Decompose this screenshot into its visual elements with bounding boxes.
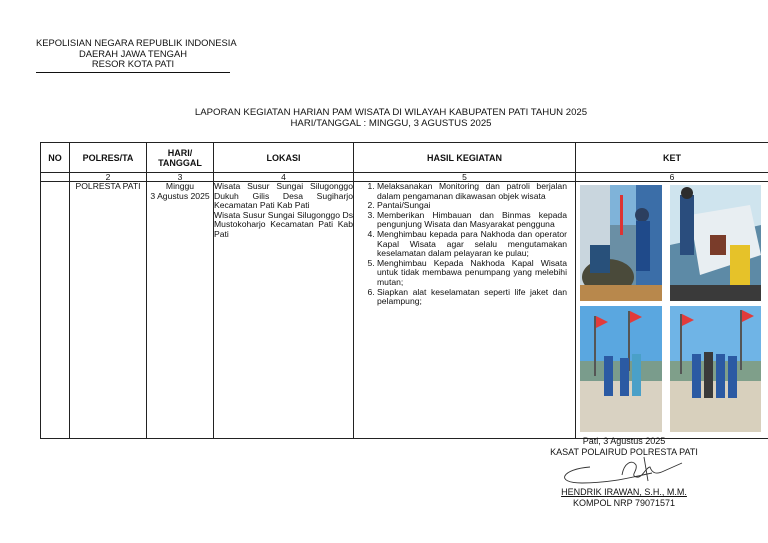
header-ket: KET [576, 143, 768, 173]
table-header-row [41, 143, 768, 173]
documentation-photo-officers-group [670, 306, 761, 432]
report-title-line-2: HARI/TANGGAL : MINGGU, 3 AGUSTUS 2025 [290, 118, 492, 129]
cell-ket [576, 182, 768, 439]
header-lokasi: LOKASI [214, 143, 354, 173]
cell-hari-tanggal [147, 182, 214, 439]
list-item: 2. Pantai/Sungai [377, 201, 567, 211]
header-tanggal: TANGGAL [158, 157, 202, 168]
activity-table [40, 142, 768, 439]
signature-place-date: Pati, 3 Agustus 2025 [582, 436, 666, 446]
header-hasil-kegiatan: HASIL KEGIATAN [354, 143, 576, 173]
location-2: Wisata Susur Sungai Silugonggo Ds Mustokoharjo Kecamatan Pati Kab Pati [214, 209, 353, 239]
list-item: 6. Siapkan alat keselamatan seperti life jaket dan pelampung; [377, 288, 567, 307]
header-no: NO [41, 143, 70, 173]
signature-position: KASAT POLAIRUD POLRESTA PATI [550, 446, 698, 457]
report-title [0, 107, 768, 129]
letterhead [36, 37, 237, 73]
list-item: 5. Menghimbau Kepada Nakhoda Kapal Wisata untuk tidak membawa penumpang yang melebihi mutan; [377, 259, 567, 288]
cell-hasil-kegiatan [354, 182, 576, 439]
list-item: 3. Memberikan Himbauan dan Binmas kepada pengunjung Wisata dan Masyarakat pengguna [377, 211, 567, 230]
column-number: 6 [576, 173, 768, 182]
header-polresta: POLRES/TA [70, 143, 147, 173]
column-number [41, 173, 70, 182]
column-number: 3 [147, 173, 214, 182]
handwritten-signature-icon [552, 453, 692, 487]
letterhead-underline [36, 72, 230, 73]
signature-area [540, 457, 708, 487]
table-row [41, 182, 768, 439]
letterhead-line-1: KEPOLISIAN NEGARA REPUBLIK INDONESIA [36, 37, 237, 48]
list-item: 1. Melaksanakan Monitoring dan patroli berjalan dalam pengamanan dikawasan objek wisata [377, 182, 567, 201]
cell-date: 3 Agustus 2025 [150, 190, 210, 201]
header-hari: HARI/ [167, 147, 193, 158]
signer-name: HENDRIK IRAWAN, S.H., M.M. [561, 487, 687, 497]
photo-grid [576, 182, 768, 432]
cell-polresta: POLRESTA PATI [70, 182, 147, 439]
cell-no [41, 182, 70, 439]
header-hari-tanggal [147, 143, 214, 173]
signature-block [540, 436, 708, 508]
column-number: 5 [354, 173, 576, 182]
letterhead-line-2: DAERAH JAWA TENGAH [78, 47, 187, 59]
report-title-line-1: LAPORAN KEGIATAN HARIAN PAM WISATA DI WILAYAH KABUPATEN PATI TAHUN 2025 [194, 107, 588, 118]
cell-lokasi [214, 182, 354, 439]
location-1: Wisata Susur Sungai Silugonggo Dukuh Gilis Desa Sugiharjo Kecamatan Pati Kab Pati [214, 181, 353, 211]
activity-list [354, 182, 575, 307]
cell-day: Minggu [165, 181, 195, 191]
signer-rank-nrp: KOMPOL NRP 79071571 [572, 497, 676, 508]
documentation-photo-boat-deck [670, 185, 761, 301]
documentation-photo-boat-patrol [580, 185, 662, 301]
column-number: 2 [70, 173, 147, 182]
letterhead-line-3: RESOR KOTA PATI [91, 58, 175, 70]
documentation-photo-flags-shore [580, 306, 662, 432]
column-number: 4 [214, 173, 354, 182]
list-item: 4. Menghimbau kepada para Nakhoda dan operator Kapal Wisata agar selalu mengutamakan keselamatan dalam pelayaran ke pulau; [377, 230, 567, 259]
